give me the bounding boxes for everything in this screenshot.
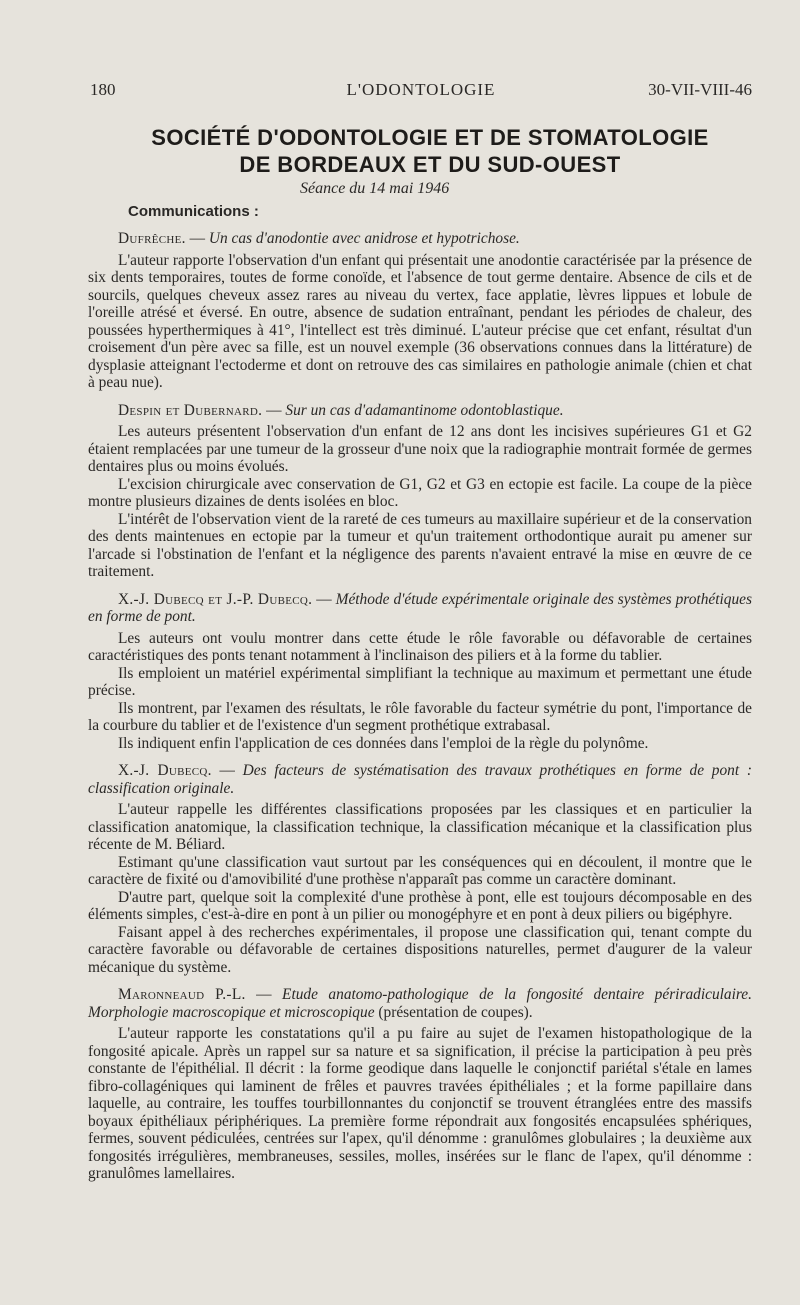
entry-heading xyxy=(88,762,752,797)
entry-title: Des facteurs de systématisation des travaux prothétiques en forme de pont : classification originale. xyxy=(88,762,752,797)
entry-title: Etude anatomo-pathologique de la fongosité dentaire périradiculaire. Morphologie macroscopique et microscopique xyxy=(88,986,752,1021)
entry-paragraph: Faisant appel à des recherches expérimentales, il propose une classification qui, tenant compte du caractère favorable ou défavorable de certaines dispositions naturelles, permet d'augurer de la valeur mécanique du système. xyxy=(88,923,752,976)
communication-entry xyxy=(88,762,752,976)
communication-entry xyxy=(88,230,752,392)
communications-heading: Communications : xyxy=(128,203,259,220)
journal-name: L'ODONTOLOGIE xyxy=(346,80,496,99)
communications-body xyxy=(88,226,752,1193)
entry-paragraph: L'intérêt de l'observation vient de la rareté de ces tumeurs au maxillaire supérieur et de la conservation des dents maintenues en ectopie par la tumeur et qu'un traitement orthodontique aurait pu amener sur l'arcade si l'obstination de l'enfant et la négligence des parents n'avaient entravé la mise en œuvre de ce traitement. xyxy=(88,510,752,580)
entry-heading xyxy=(88,230,752,248)
entry-paragraph: Ils emploient un matériel expérimental simplifiant la technique au maximum et permettant une étude précise. xyxy=(88,664,752,699)
entry-separator: — xyxy=(312,590,336,608)
entry-paragraph: Les auteurs présentent l'observation d'un enfant de 12 ans dont les incisives supérieures G1 et G2 étaient remplacées par une tumeur de la grosseur d'une noix que la radiographie montrait formée de germes dentaires plus ou moins évolués. xyxy=(88,423,752,475)
page-number: 180 xyxy=(90,80,116,99)
entry-separator: — xyxy=(185,230,209,247)
running-header xyxy=(90,80,752,104)
entry-paragraph: Ils indiquent enfin l'application de ces données dans l'emploi de la règle du polynôme. xyxy=(118,734,649,752)
entry-author: Dufrêche. xyxy=(118,230,186,247)
entry-author: Maronneaud P.-L. xyxy=(118,986,246,1003)
entry-paragraph: Les auteurs ont voulu montrer dans cette étude le rôle favorable ou défavorable de certaines caractéristiques des ponts tenant notamment à l'inclinaison des piliers et à la forme du tablier. xyxy=(88,629,752,664)
entry-paragraph: L'auteur rapporte les constatations qu'il a pu faire au sujet de l'examen histopathologique de la fongosité apicale. Après un rappel sur sa nature et sa signification, il précise la participation à peu près constante de l'épithélial. Il décrit : la forme geodique dans laquelle le conjonctif pariétal s'étale en lames fibro-collagéniques qui laminent de frêles et pauvres travées épithéliales ; et la forme papillaire dans laquelle, au contraire, les touffes tourbillonnantes du conjonctif se trouvent étranglées entre des massifs boyaux épithéliaux périphériques. La première forme répondrait aux fongosités encapsulées sphériques, fermes, souvent pédiculées, centrées sur l'apex, qu'il dénomme : granulômes globulaires ; la deuxième aux fongosités irrégulières, membraneuses, sessiles, molles, insérées sur le flanc de l'apex, qu'il dénomme : granulômes lamellaires. xyxy=(88,1025,752,1182)
communication-entry xyxy=(88,591,752,753)
entry-paragraph: L'auteur rapporte l'observation d'un enfant qui présentait une anodontie caractérisée par la présence de six dents temporaires, toutes de forme conoïde, et l'absence de tout germe dentaire. Absence de cils et de sourcils, quelques cheveux assez rares au niveau du vertex, face applatie, lèvres lippues et lobule de l'oreille atrésé et éversé. En outre, absence de sudation entraînant, pendant les périodes de chaleur, des poussées hyperthermiques à 41°, l'intellect est très diminué. L'auteur précise que cet enfant, résultat d'un croisement d'un père avec sa fille, est un nouvel exemple (36 observations connues dans la littérature) de dysplasie atteignant l'ectoderme et dont on retrouve des cas similaires en pathologie animale (chien et chat à peau nue). xyxy=(88,251,752,391)
communication-entry xyxy=(88,402,752,581)
entry-separator: — xyxy=(211,762,243,779)
entry-title: Sur un cas d'adamantinome odontoblastique. xyxy=(285,401,564,419)
title-line-1: SOCIÉTÉ D'ODONTOLOGIE ET DE STOMATOLOGIE xyxy=(151,125,709,150)
entry-separator: — xyxy=(245,986,283,1003)
entry-paragraph: Ils montrent, par l'examen des résultats, le rôle favorable du facteur symétrie du pont, l'importance de la courbure du tablier et de l'existence d'un segment prothétique extrabasal. xyxy=(88,699,752,734)
entry-heading xyxy=(88,591,752,626)
entry-author: X.-J. Dubecq. xyxy=(118,762,212,779)
entry-paragraph: Estimant qu'une classification vaut surtout par les conséquences qui en découlent, il montre que le caractère de fixité ou d'amovibilité d'une prothèse n'apparaît pas comme un caractère dominant. xyxy=(88,853,752,888)
entry-separator: — xyxy=(262,401,286,419)
entry-title: Un cas d'anodontie avec anidrose et hypotrichose. xyxy=(208,230,520,247)
issue-date: 30-VII-VIII-46 xyxy=(648,80,752,99)
entry-heading xyxy=(88,986,752,1021)
entry-paragraph: L'auteur rappelle les différentes classifications proposées par les classiques et en particulier la classification anatomique, la classification technique, la classification mécanique et la classification plus récente de M. Béliard. xyxy=(88,801,752,853)
entry-paragraph: L'excision chirurgicale avec conservation de G1, G2 et G3 en ectopie est facile. La coupe de la pièce montre plusieurs dizaines de dents isolées en bloc. xyxy=(88,475,752,510)
entry-title: Méthode d'étude expérimentale originale des systèmes prothétiques en forme de pont. xyxy=(88,590,752,625)
entry-title-suffix: (présentation de coupes). xyxy=(374,1003,533,1021)
communication-entry xyxy=(88,986,752,1183)
session-date: Séance du 14 mai 1946 xyxy=(300,180,450,197)
entry-heading xyxy=(88,402,752,420)
entry-author: Despin et Dubernard. xyxy=(118,401,263,419)
title-line-2: DE BORDEAUX ET DU SUD-OUEST xyxy=(239,152,621,177)
entry-author: X.-J. Dubecq et J.-P. Dubecq. xyxy=(118,590,313,608)
society-title xyxy=(60,124,800,178)
entry-paragraph: D'autre part, quelque soit la complexité d'une prothèse à pont, elle est toujours décomposable en des éléments simples, c'est-à-dire en pont à un pilier ou monogéphyre et en pont à deux piliers ou bigéphyre. xyxy=(88,888,752,923)
